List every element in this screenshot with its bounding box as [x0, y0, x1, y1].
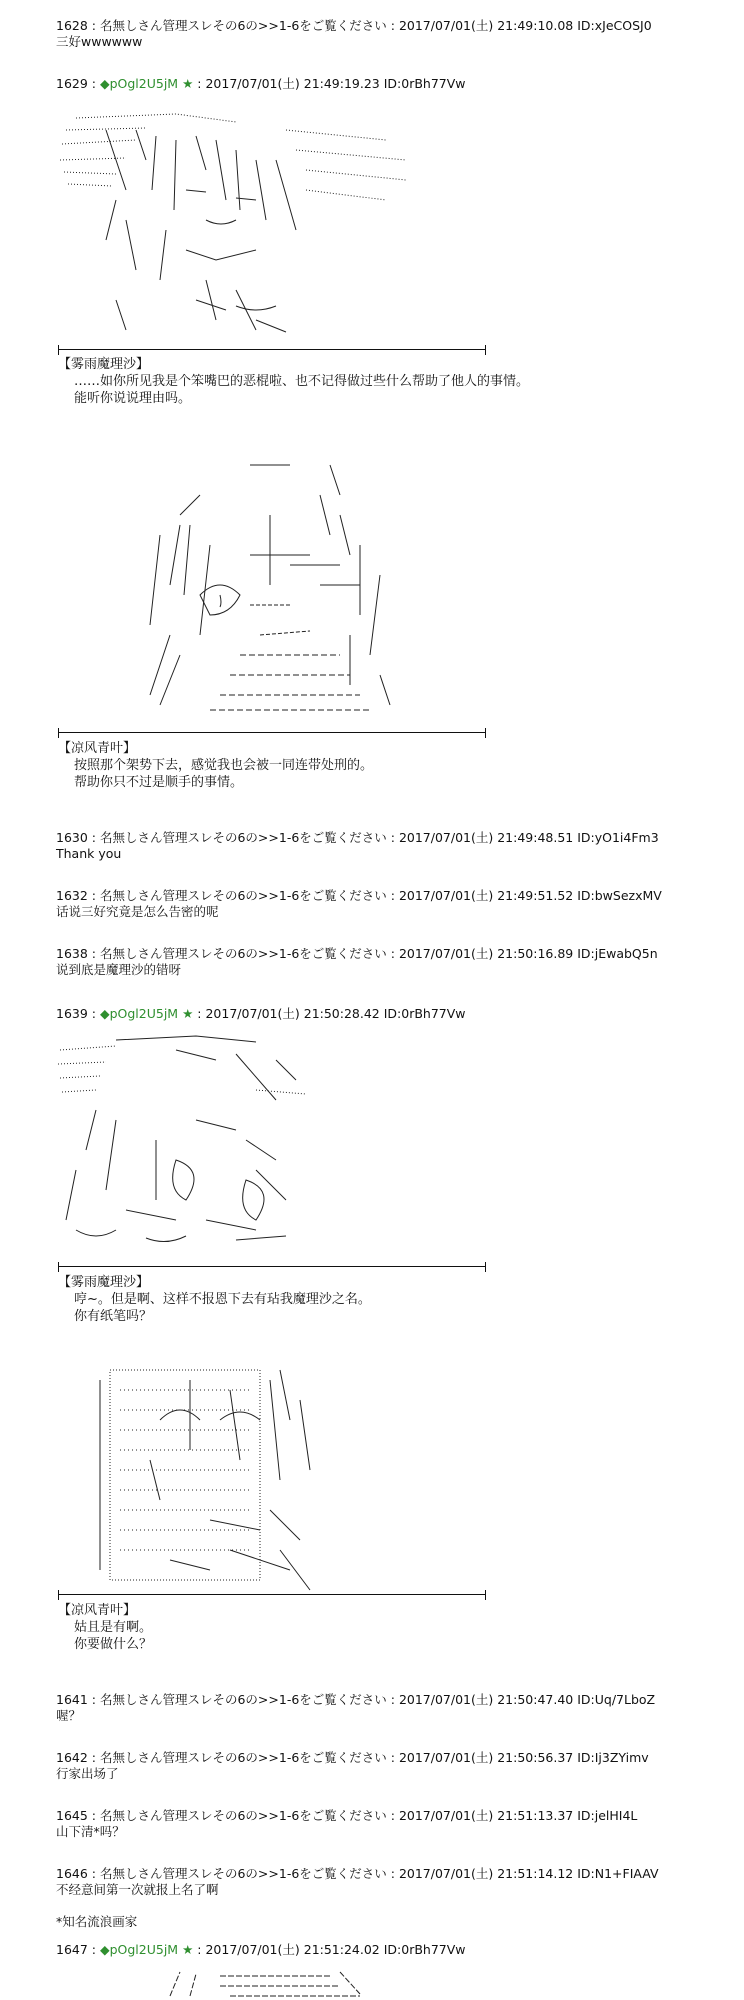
- post-1632: [56, 888, 662, 920]
- ascii-art-aoba-2: [90, 1360, 320, 1600]
- post-header: 1638 : 名無しさん管理スレその6の>>1-6をご覧ください : 2017/07/01(土) 21:50:16.89 ID:jEwabQ5n: [56, 946, 658, 961]
- post-1642: [56, 1750, 649, 1782]
- tripcode[interactable]: ◆pOgl2U5jM: [99, 1942, 179, 1957]
- post-1645: [56, 1808, 637, 1840]
- post-body: [56, 1898, 659, 1914]
- post-1628: [56, 18, 652, 50]
- post-header: 1645 : 名無しさん管理スレその6の>>1-6をご覧ください : 2017/07/01(土) 21:51:13.37 ID:jelHI4L: [56, 1808, 638, 1823]
- dialogue-line: 你要做什么？: [74, 1637, 153, 1652]
- dialogue-block: [58, 356, 529, 407]
- speaker-name: 【凉风青叶】: [58, 741, 137, 756]
- dialogue-line: 按照那个架势下去，感觉我也会被一同连带处刑的。: [74, 758, 374, 773]
- tripcode[interactable]: ◆pOgl2U5jM: [99, 76, 179, 91]
- star-icon: ★: [182, 76, 194, 91]
- post-header: 1628 : 名無しさん管理スレその6の>>1-6をご覧ください : 2017/07/01(土) 21:49:10.08 ID:xJeCOSJ0: [56, 18, 652, 33]
- dialogue-line: 能听你说说理由吗。: [74, 391, 192, 406]
- post-number: 1647 :: [56, 1942, 96, 1957]
- post-body: 行家出场了: [56, 1766, 119, 1781]
- post-body: 话说三好究竟是怎么告密的呢: [56, 904, 219, 919]
- dialogue-line: 帮助你只不过是顺手的事情。: [74, 775, 244, 790]
- speaker-name: 【雾雨魔理沙】: [58, 1275, 150, 1290]
- dialogue-block: [58, 1602, 152, 1653]
- post-date-id: : 2017/07/01(土) 21:51:24.02 ID:0rBh77Vw: [197, 1942, 466, 1957]
- post-number: 1639 :: [56, 1006, 96, 1021]
- dialogue-line: 你有纸笔吗？: [74, 1309, 153, 1324]
- speaker-name: 【凉风青叶】: [58, 1603, 137, 1618]
- post-body: 山下清*吗？: [56, 1824, 125, 1839]
- post-header: 1646 : 名無しさん管理スレその6の>>1-6をご覧ください : 2017/07/01(土) 21:51:14.12 ID:N1+FIAAV: [56, 1866, 659, 1881]
- post-body: 喔？: [56, 1708, 82, 1723]
- divider: [58, 728, 486, 738]
- post-1638: [56, 946, 658, 978]
- divider: [58, 345, 486, 355]
- post-header: 1632 : 名無しさん管理スレその6の>>1-6をご覧ください : 2017/07/01(土) 21:49:51.52 ID:bwSezxMV: [56, 888, 662, 903]
- post-1641: [56, 1692, 655, 1724]
- post-date-id: : 2017/07/01(土) 21:50:28.42 ID:0rBh77Vw: [197, 1006, 466, 1021]
- dialogue-block: [58, 1274, 371, 1325]
- dialogue-line: 哼~。但是啊、这样不报恩下去有玷我魔理沙之名。: [74, 1292, 371, 1307]
- speaker-name: 【雾雨魔理沙】: [58, 357, 150, 372]
- ascii-art-aoba-1: [140, 455, 400, 725]
- post-1646: [56, 1866, 659, 1930]
- post-body: 三好wwwwww: [56, 34, 143, 49]
- post-header: [56, 76, 466, 92]
- post-body: 说到底是魔理沙的错呀: [56, 962, 182, 977]
- post-date-id: : 2017/07/01(土) 21:49:19.23 ID:0rBh77Vw: [197, 76, 466, 91]
- divider: [58, 1262, 486, 1272]
- dialogue-line: 姑且是有啊。: [74, 1620, 153, 1635]
- star-icon: ★: [182, 1942, 194, 1957]
- post-body: Thank you: [56, 846, 122, 861]
- post-1647: [56, 1942, 466, 1958]
- ascii-art-marisa-2: [56, 1030, 316, 1260]
- post-footnote: *知名流浪画家: [56, 1914, 138, 1929]
- dialogue-line: ……如你所见我是个笨嘴巴的恶棍啦、也不记得做过些什么帮助了他人的事情。: [74, 374, 530, 389]
- post-body: 不经意间第一次就报上名了啊: [56, 1882, 219, 1897]
- dialogue-block: [58, 740, 373, 791]
- post-header: 1630 : 名無しさん管理スレその6の>>1-6をご覧ください : 2017/07/01(土) 21:49:48.51 ID:yO1i4Fm3: [56, 830, 659, 845]
- post-header: [56, 1006, 466, 1022]
- ascii-art-partial: [160, 1966, 380, 2000]
- post-header: [56, 1942, 466, 1958]
- star-icon: ★: [182, 1006, 194, 1021]
- ascii-art-marisa-1: [56, 100, 436, 340]
- tripcode[interactable]: ◆pOgl2U5jM: [99, 1006, 179, 1021]
- post-header: 1642 : 名無しさん管理スレその6の>>1-6をご覧ください : 2017/07/01(土) 21:50:56.37 ID:Ij3ZYimv: [56, 1750, 649, 1765]
- divider: [58, 1590, 486, 1600]
- post-1630: [56, 830, 659, 862]
- post-number: 1629 :: [56, 76, 96, 91]
- post-1639: [56, 1006, 466, 1022]
- post-header: 1641 : 名無しさん管理スレその6の>>1-6をご覧ください : 2017/07/01(土) 21:50:47.40 ID:Uq/7LboZ: [56, 1692, 656, 1707]
- post-1629: [56, 76, 466, 92]
